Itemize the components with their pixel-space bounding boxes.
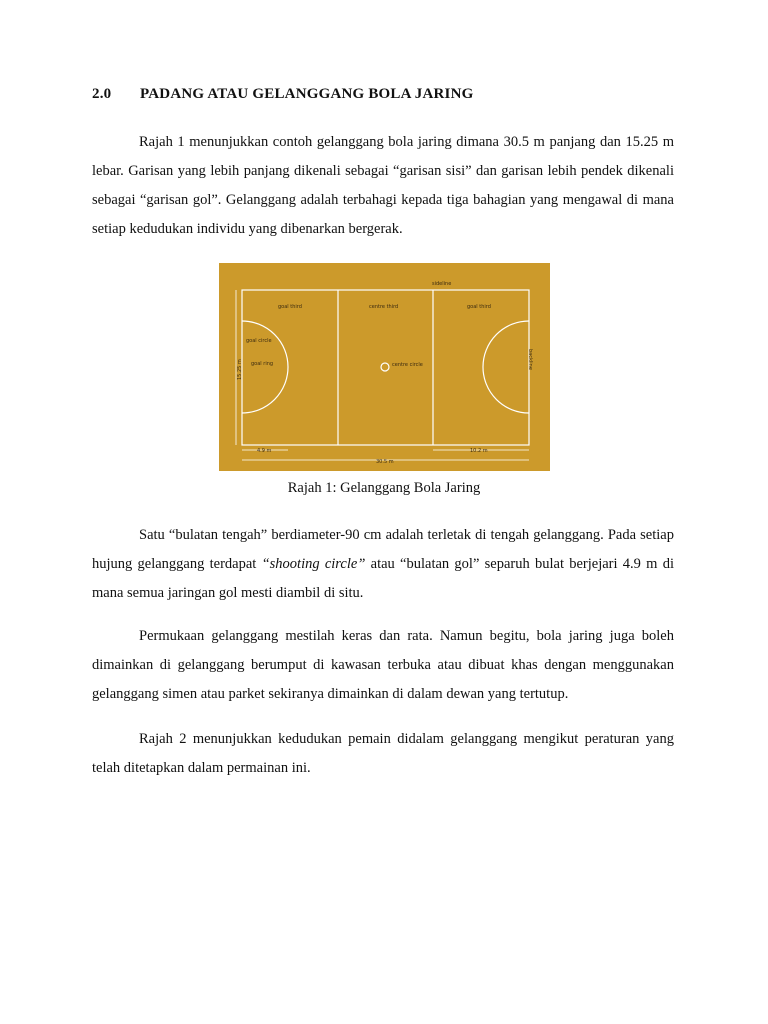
- label-width: 15.25 m: [237, 359, 243, 380]
- section-title: PADANG ATAU GELANGGANG BOLA JARING: [140, 86, 474, 102]
- p2-italic-term: “shooting circle”: [261, 556, 366, 572]
- figure-caption: Rajah 1: Gelanggang Bola Jaring: [287, 480, 481, 496]
- p2-text-end: atau “bulatan gol” separuh bulat berjejari 4.9 m di mana semua jaringan gol mesti diambil di situ.: [92, 556, 674, 601]
- label-goal-circle: goal circle: [246, 338, 272, 344]
- section-heading: [92, 86, 474, 103]
- label-goal-third-right: goal third: [467, 304, 491, 310]
- label-centre-circle: centre circle: [392, 362, 423, 368]
- paragraph-court-surface: Permukaan gelanggang mestilah keras dan rata. Namun begitu, bola jaring juga boleh dimainkan di gelanggang berumput di kawasan terbuka atau dibuat khas dengan menggunakan gelanggang simen atau parket sekiranya dimainkan di dalam dewan yang tertutup.: [92, 628, 674, 702]
- paragraph-court-dimensions: Rajah 1 menunjukkan contoh gelanggang bola jaring dimana 30.5 m panjang dan 15.25 m lebar. Garisan yang lebih panjang dikenali sebagai “garisan sisi” dan garisan lebih pendek dikenali sebagai “garisan gol”. Gelanggang adalah terbahagi kepada tiga bahagian yang mengawal di mana setiap kedudukan individu yang dibenarkan bergerak.: [92, 134, 674, 237]
- label-circle-radius: 4.9 m: [257, 448, 272, 454]
- paragraph-centre-circle: [92, 521, 674, 608]
- label-goal-third-left: goal third: [278, 304, 302, 310]
- p2-text-start: Satu “bulatan tengah” berdiameter-90 cm adalah terletak di tengah gelanggang. Pada setiap hujung gelanggang terdapat: [92, 527, 674, 572]
- label-centre-third: centre third: [369, 304, 399, 310]
- section-number: 2.0: [92, 86, 112, 102]
- label-length: 30.5 m: [376, 459, 394, 465]
- label-goal-ring: goal ring: [251, 361, 274, 367]
- label-third-length: 10.2 m: [470, 448, 488, 454]
- court-background: [219, 263, 550, 471]
- netball-court-diagram: [219, 263, 550, 471]
- label-backline: backline: [527, 349, 533, 370]
- label-sideline: sideline: [432, 281, 452, 287]
- netball-court-figure: [219, 263, 550, 471]
- paragraph-player-positions: Rajah 2 menunjukkan kedudukan pemain didalam gelanggang mengikut peraturan yang telah ditetapkan dalam permainan ini.: [92, 731, 674, 776]
